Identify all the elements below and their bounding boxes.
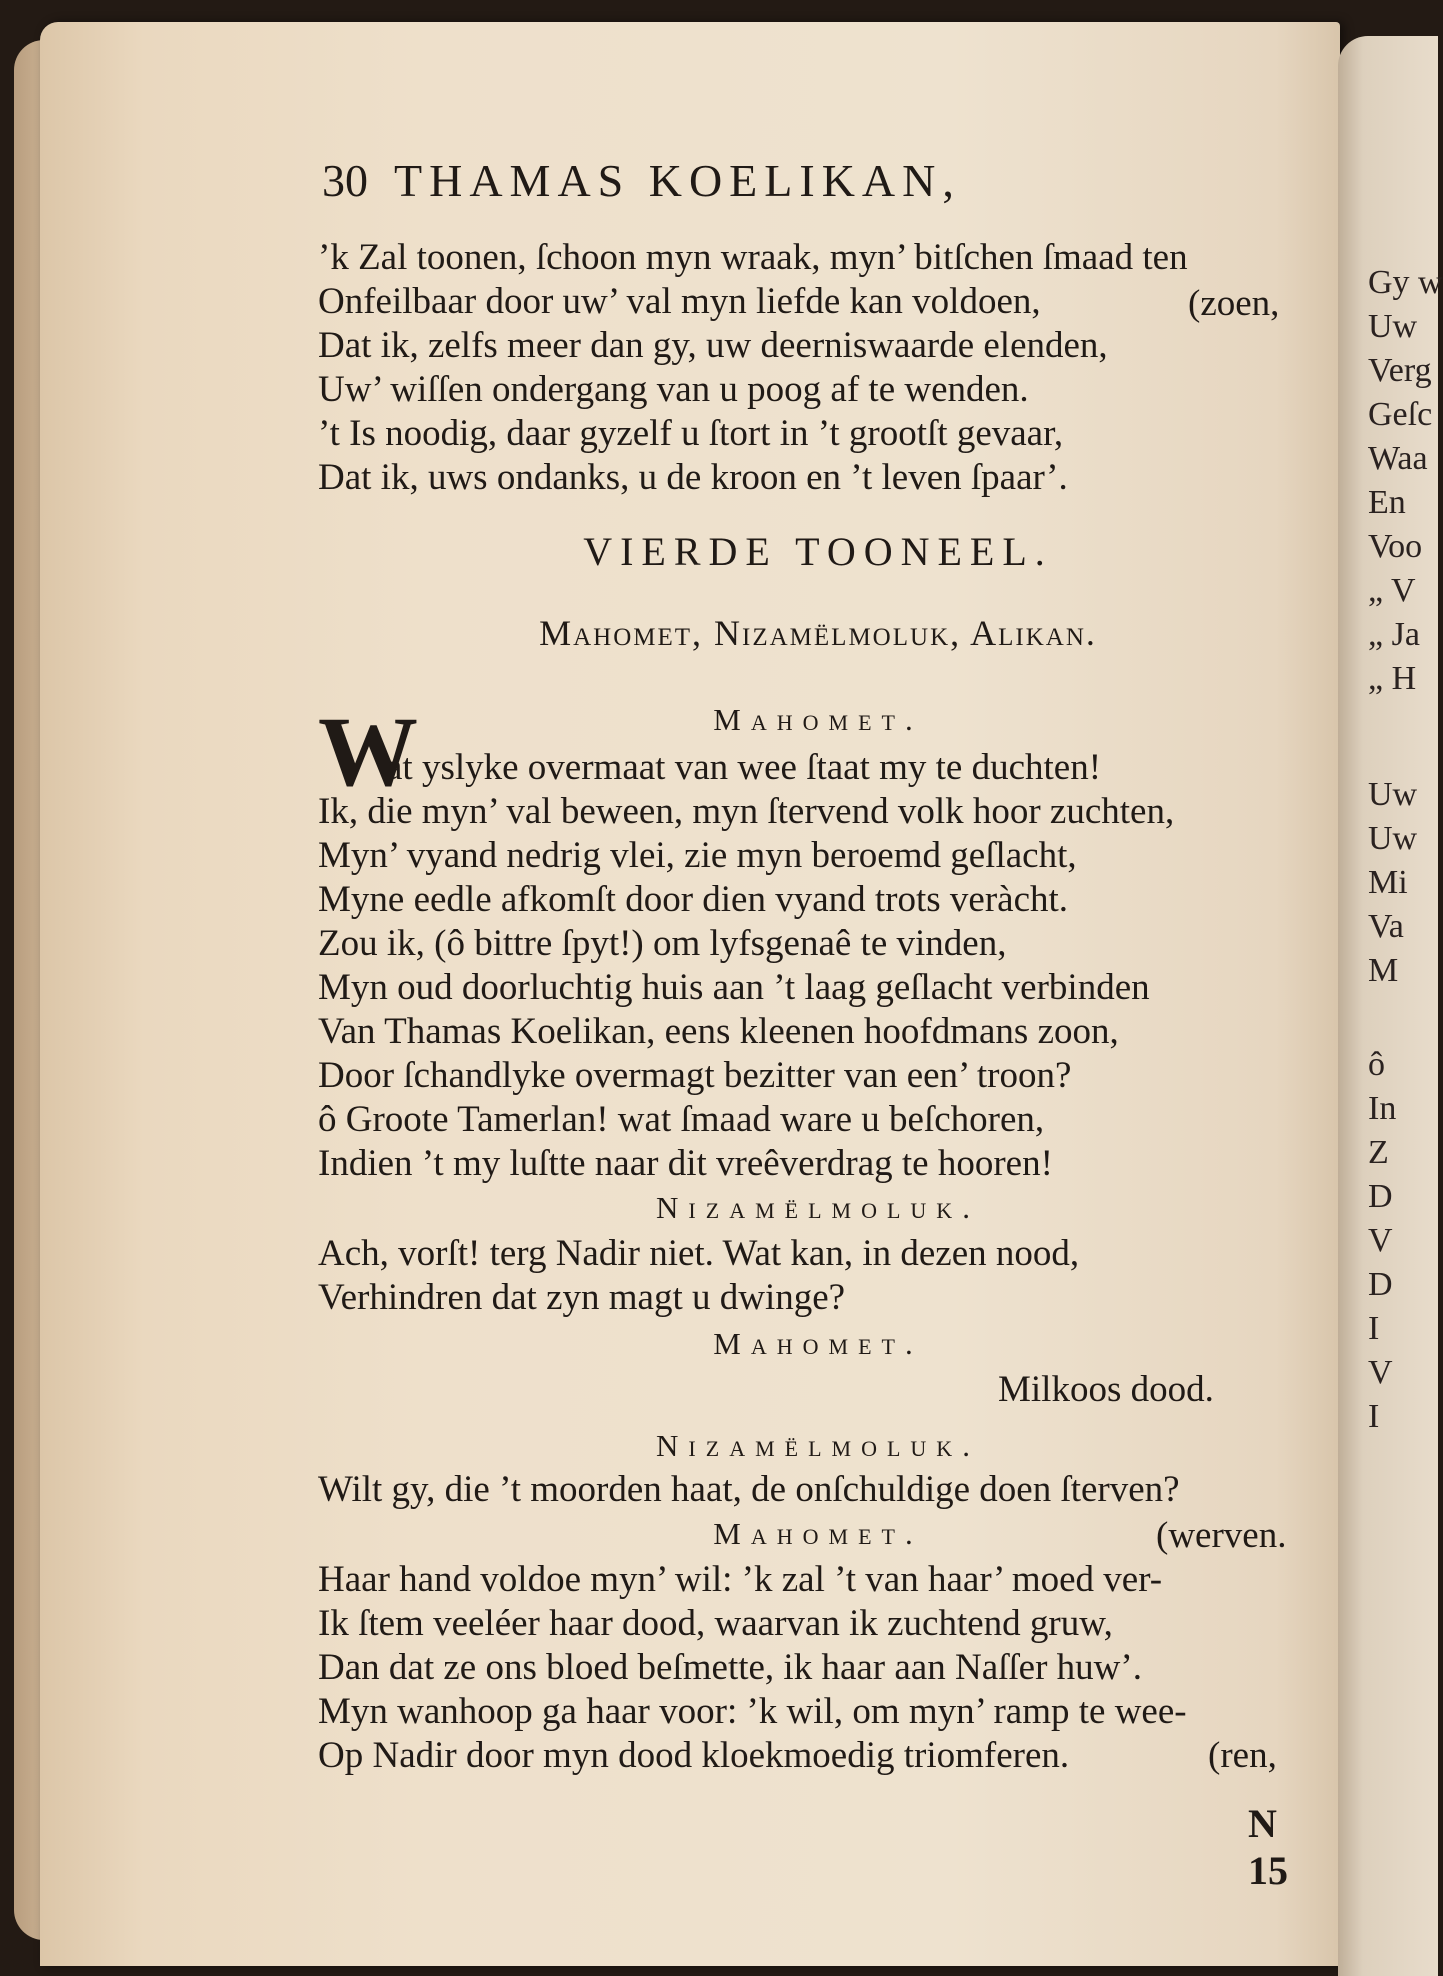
next-page-fragment: Uw xyxy=(1368,820,1418,857)
next-page-fragment: Z xyxy=(1368,1134,1389,1171)
next-page-fragment: „ V xyxy=(1368,572,1416,609)
turnover-word: (werven. xyxy=(1156,1515,1287,1556)
running-title: THAMAS KOELIKAN, xyxy=(394,155,961,206)
speaker-name: Mahomet. xyxy=(713,1326,923,1361)
next-page-fragment: En xyxy=(1368,484,1406,521)
speaker-name: Nizamëlmoluk. xyxy=(656,1428,980,1463)
book-page-right-partial xyxy=(1338,36,1443,1976)
verse-line: Ik, die myn’ val beween, myn ſtervend volk hoor zuchten, xyxy=(318,791,1175,832)
verse-line: at yslyke overmaat van wee ſtaat my te duchten! xyxy=(386,747,1102,788)
verse-line: ô Groote Tamerlan! wat ſmaad ware u beſchoren, xyxy=(318,1099,1045,1140)
next-page-fragment: In xyxy=(1368,1090,1397,1127)
turnover-word: (zoen, xyxy=(1188,283,1280,324)
verse-line: Dan dat ze ons bloed beſmette, ik haar aan Naſſer huw’. xyxy=(318,1647,1142,1688)
scene-title: VIERDE TOONEEL. xyxy=(583,529,1053,574)
verse-line: Verhindren dat zyn magt u dwinge? xyxy=(318,1277,846,1318)
next-page-fragment: M xyxy=(1368,952,1399,989)
next-page-fragment: D xyxy=(1368,1178,1393,1215)
verse-line: Myn’ vyand nedrig vlei, zie myn beroemd geſlacht, xyxy=(318,835,1077,876)
next-page-fragment: I xyxy=(1368,1310,1380,1347)
speaker-name: Mahomet. xyxy=(713,702,923,737)
verse-line: ’k Zal toonen, ſchoon myn wraak, myn’ bitſchen ſmaad ten xyxy=(318,237,1188,278)
page-number: 30 xyxy=(322,155,368,206)
verse-line: Myn oud doorluchtig huis aan ’t laag geſlacht verbinden xyxy=(318,967,1150,1008)
turnover-word: (ren, xyxy=(1208,1735,1277,1776)
next-page-fragment: Uw xyxy=(1368,308,1418,345)
next-page-fragment: „ H xyxy=(1368,660,1417,697)
catchword: N 15 xyxy=(1248,1801,1288,1893)
next-page-fragment: Voo xyxy=(1368,528,1423,565)
next-page-fragment: ô xyxy=(1368,1046,1385,1083)
verse-line: Ik ſtem veeléer haar dood, waarvan ik zuchtend gruw, xyxy=(318,1603,1113,1644)
verse-line: Onfeilbaar door uw’ val myn liefde kan voldoen, xyxy=(318,281,1041,322)
next-page-fragment: I xyxy=(1368,1398,1380,1435)
verse-line: Myn wanhoop ga haar voor: ’k wil, om myn’ ramp te wee- xyxy=(318,1691,1187,1732)
verse-line: Uw’ wiſſen ondergang van u poog af te wenden. xyxy=(318,369,1029,410)
verse-line: Dat ik, uws ondanks, u de kroon en ’t leven ſpaar’. xyxy=(318,457,1068,498)
next-page-fragment: „ Ja xyxy=(1368,616,1420,653)
next-page-fragment: Waa xyxy=(1368,440,1428,477)
next-page-fragment: Gy w xyxy=(1368,264,1443,301)
verse-line: Zou ik, (ô bittre ſpyt!) om lyfsgenaê te vinden, xyxy=(318,923,1007,964)
running-header xyxy=(322,154,1282,214)
verse-line: Door ſchandlyke overmagt bezitter van een’ troon? xyxy=(318,1055,1072,1096)
next-page-fragment: Verg xyxy=(1368,352,1432,389)
next-page-fragment: V xyxy=(1368,1222,1393,1259)
verse-line: Myne eedle afkomſt door dien vyand trots veràcht. xyxy=(318,879,1069,920)
next-page-fragment: Geſc xyxy=(1368,396,1433,433)
verse-line: Milkoos dood. xyxy=(998,1369,1214,1410)
verse-line: Wilt gy, die ’t moorden haat, de onſchuldige doen ſterven? xyxy=(318,1469,1180,1510)
verse-line: Indien ’t my luſtte naar dit vreêverdrag te hooren! xyxy=(318,1143,1053,1184)
speaker-name: Nizamëlmoluk. xyxy=(656,1190,980,1225)
verse-line: Haar hand voldoe myn’ wil: ’k zal ’t van haar’ moed ver- xyxy=(318,1559,1163,1600)
verse-line: Van Thamas Koelikan, eens kleenen hoofdmans zoon, xyxy=(318,1011,1119,1052)
next-page-fragment: Va xyxy=(1368,908,1404,945)
next-page-fragment: V xyxy=(1368,1354,1393,1391)
drop-capital: W xyxy=(318,696,418,807)
verse-line: Ach, vorſt! terg Nadir niet. Wat kan, in dezen nood, xyxy=(318,1233,1080,1274)
verse-line: ’t Is noodig, daar gyzelf u ſtort in ’t grootſt gevaar, xyxy=(318,413,1064,454)
next-page-fragment: Mi xyxy=(1368,864,1408,901)
verse-line: Dat ik, zelfs meer dan gy, uw deerniswaarde elenden, xyxy=(318,325,1108,366)
next-page-fragment: Uw xyxy=(1368,776,1418,813)
speaker-name: Mahomet. xyxy=(713,1516,923,1551)
next-page-fragment: D xyxy=(1368,1266,1393,1303)
scene-characters: Mahomet, Nizamëlmoluk, Alikan. xyxy=(539,613,1097,653)
verse-line: Op Nadir door myn dood kloekmoedig triomferen. xyxy=(318,1735,1070,1776)
